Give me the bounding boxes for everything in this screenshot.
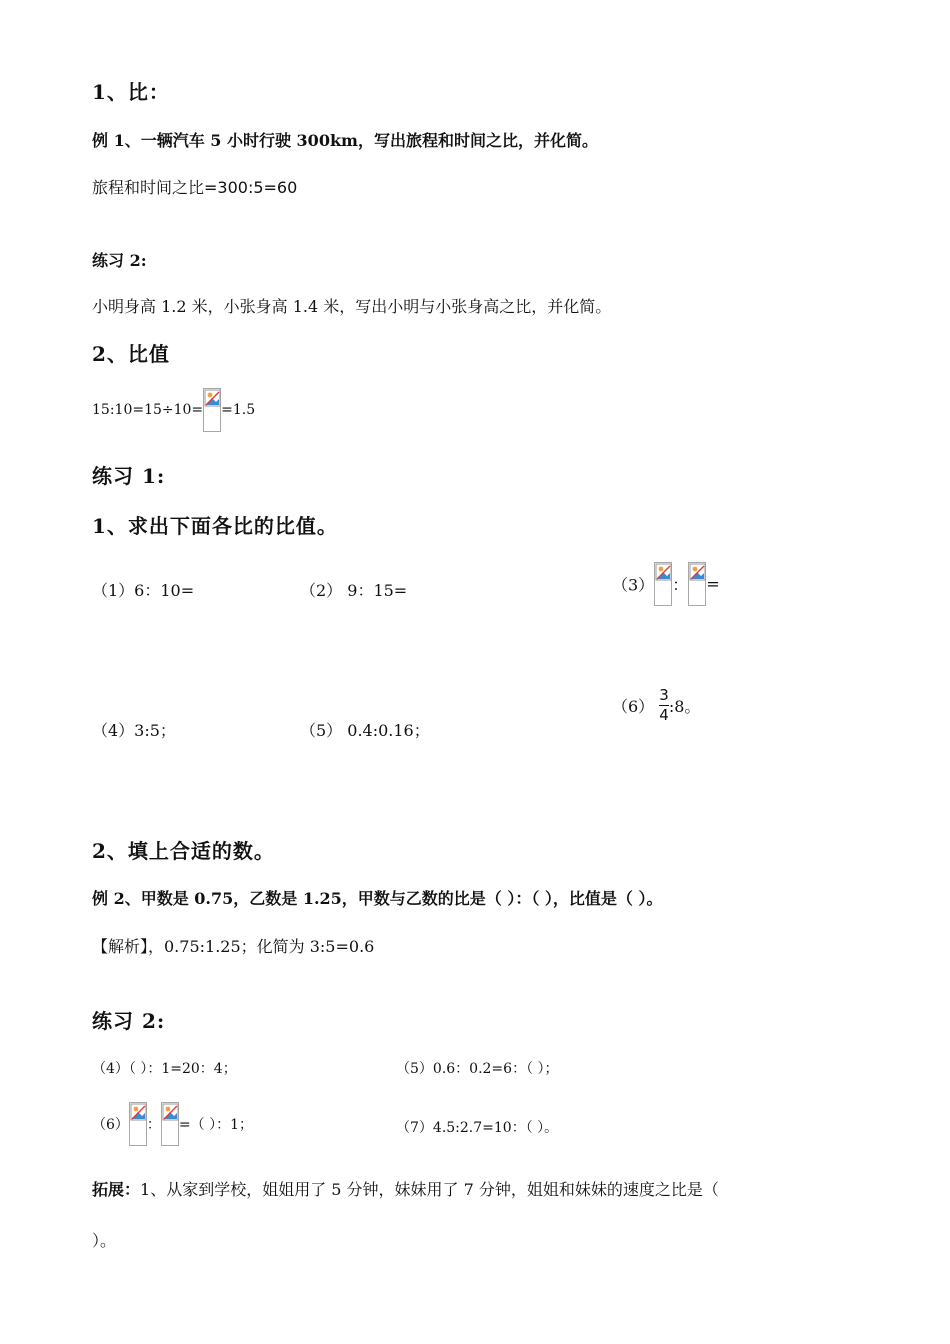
extension-question bbox=[92, 1177, 719, 1200]
practice-item-6-label: （6） bbox=[92, 1117, 129, 1133]
item-3-colon: ： bbox=[672, 575, 689, 595]
item-6-rest: :8。 bbox=[668, 697, 701, 716]
item-1: （1）6：10= bbox=[92, 581, 195, 600]
example-1: 例 1、一辆汽车 5 小时行驶 300km，写出旅程和时间之比，并化简。 bbox=[92, 131, 598, 150]
ratio-value-formula bbox=[92, 388, 255, 432]
item-3-label: （3） bbox=[612, 575, 655, 595]
item-3-equals: = bbox=[706, 574, 720, 594]
section-title-ratio-value: 2、比值 bbox=[92, 342, 170, 366]
fraction-numerator: 3 bbox=[659, 686, 669, 704]
item-6-label: （6） bbox=[612, 697, 655, 716]
practice-2b-label: 练习 2: bbox=[92, 1009, 166, 1033]
extension-text: 1、从家到学校，姐姐用了 5 分钟，妹妹用了 7 分钟，姐姐和妹妹的速度之比是（ bbox=[140, 1180, 719, 1199]
question-1-title: 1、求出下面各比的比值。 bbox=[92, 514, 338, 538]
extension-label: 拓展： bbox=[92, 1180, 141, 1199]
fraction-denominator: 4 bbox=[659, 706, 669, 724]
formula-left: 15:10=15÷10= bbox=[92, 402, 204, 418]
item-5: （5） 0.4:0.16； bbox=[300, 721, 430, 740]
fraction-three-quarters bbox=[659, 688, 669, 723]
section-title-ratio: 1、比： bbox=[92, 80, 170, 104]
broken-image-icon bbox=[654, 562, 672, 606]
practice-2-label: 练习 2: bbox=[92, 251, 147, 270]
broken-image-icon bbox=[203, 388, 221, 432]
practice-item-4: （4）（ ）：1=20：4； bbox=[92, 1061, 237, 1077]
example-2-analysis: 【解析】，0.75:1.25；化简为 3:5=0.6 bbox=[92, 937, 375, 956]
item-2: （2） 9：15= bbox=[300, 581, 408, 600]
section-title-fill-numbers: 2、填上合适的数。 bbox=[92, 839, 275, 863]
practice-1-label: 练习 1: bbox=[92, 464, 166, 488]
practice-item-6-rest: =（ ）：1； bbox=[178, 1117, 254, 1133]
item-6 bbox=[612, 688, 700, 723]
practice-item-6 bbox=[92, 1102, 253, 1146]
item-4: （4）3:5； bbox=[92, 721, 176, 740]
practice-item-6-colon: ： bbox=[146, 1117, 161, 1133]
broken-image-icon bbox=[129, 1102, 147, 1146]
example-1-answer: 旅程和时间之比=300:5=60 bbox=[92, 178, 298, 197]
practice-item-5: （5）0.6：0.2=6：（ ）； bbox=[396, 1061, 559, 1077]
practice-2-text: 小明身高 1.2 米，小张身高 1.4 米，写出小明与小张身高之比，并化简。 bbox=[92, 297, 612, 316]
example-2: 例 2、甲数是 0.75，乙数是 1.25，甲数与乙数的比是（ ）：（ ），比值是（ ）。 bbox=[92, 889, 663, 908]
practice-item-7: （7）4.5:2.7=10：（ ）。 bbox=[396, 1120, 559, 1136]
broken-image-icon bbox=[161, 1102, 179, 1146]
formula-right: =1.5 bbox=[221, 402, 256, 418]
broken-image-icon bbox=[688, 562, 706, 606]
item-3 bbox=[612, 562, 720, 606]
extension-question-end: ）。 bbox=[92, 1231, 117, 1250]
